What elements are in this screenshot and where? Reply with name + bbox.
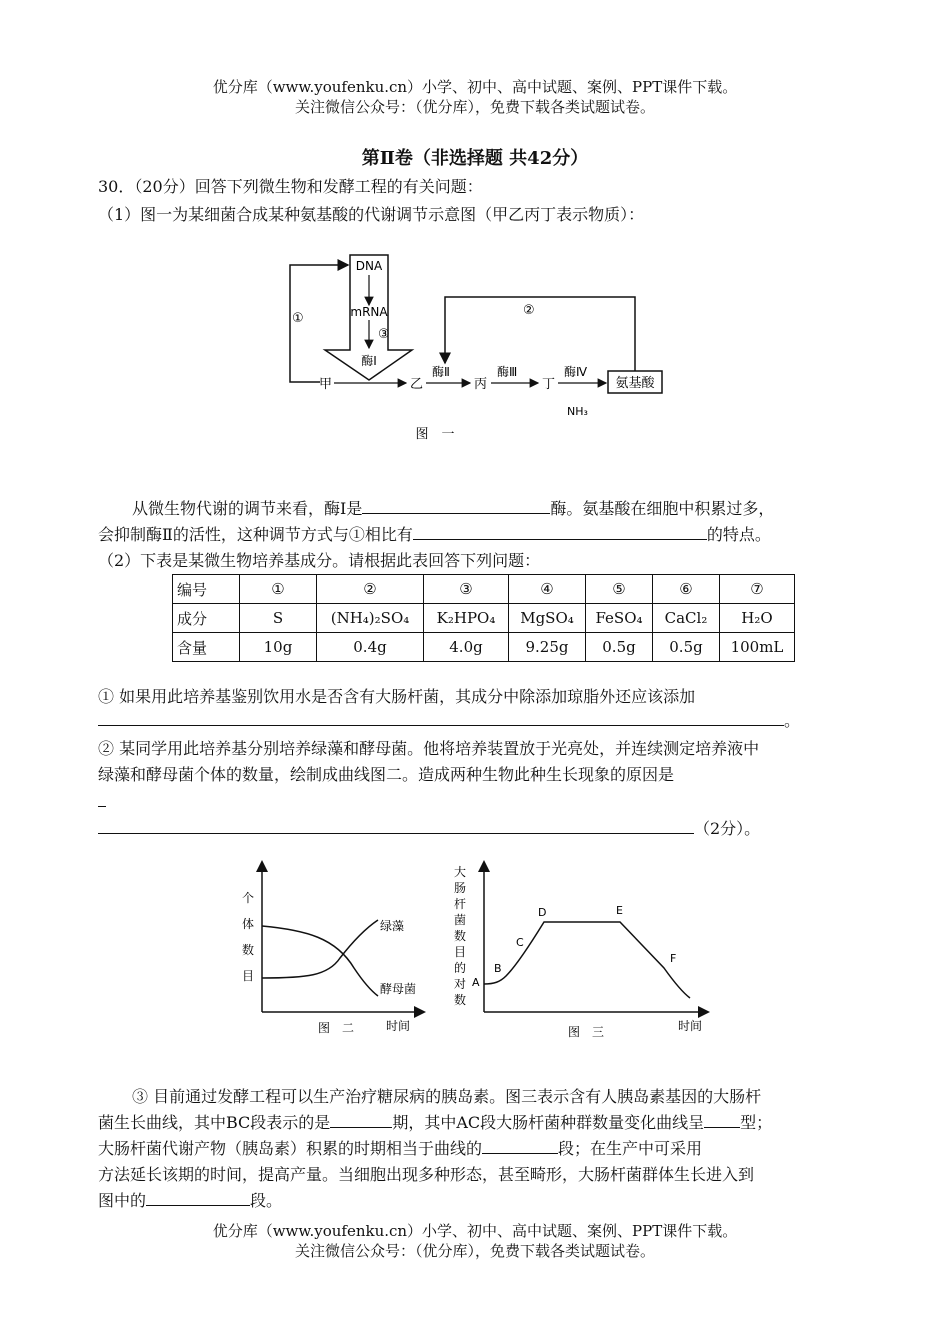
point-e-label: E: [616, 904, 623, 917]
figure-3-ylabel-7: 的: [454, 961, 467, 975]
table-row: 编号 ① ② ③ ④ ⑤ ⑥ ⑦: [173, 575, 795, 604]
dna-label: DNA: [355, 259, 383, 273]
part-2-intro: （2）下表是某微生物培养基成分。请根据此表回答下列问题：: [98, 551, 541, 570]
short-answer-mark: [98, 806, 106, 807]
point-c-label: C: [516, 936, 524, 949]
answer-blank-accumulation-segment[interactable]: [482, 1137, 558, 1154]
nh3-label: NH₃: [567, 405, 588, 418]
green-algae-curve: [262, 926, 378, 996]
substance-ding: 丁: [542, 377, 556, 392]
header-line-1: 优分库（www.youfenku.cn）小学、初中、高中试题、案例、PPT课件下载。: [212, 78, 738, 96]
figure-3-xlabel: 时间: [678, 1019, 703, 1033]
circle-2-label: ②: [523, 303, 535, 318]
point-d-label: D: [538, 906, 547, 919]
sub-question-2-answer-line: （2分）。: [98, 816, 760, 839]
mrna-label: mRNA: [350, 305, 388, 319]
answer-blank-enzyme-type[interactable]: [362, 497, 550, 514]
answer-blank-additive[interactable]: [98, 709, 784, 726]
sub-question-1: ① 如果用此培养基鉴别饮用水是否含有大肠杆菌，其成分中除添加琼脂外还应该添加: [98, 687, 696, 706]
answer-blank-curve-type[interactable]: [704, 1111, 740, 1128]
sub-question-2-line-b: 绿藻和酵母菌个体的数量，绘制成曲线图二。造成两种生物此种生长现象的原因是: [98, 765, 675, 784]
sub-question-3-line-2: 菌生长曲线，其中BC段表示的是 期，其中AC段大肠杆菌种群数量变化曲线呈 型；: [98, 1113, 773, 1132]
substance-yi: 乙: [410, 377, 424, 392]
figure-3-ylabel-2: 肠: [454, 881, 467, 895]
figure-3-chart: [450, 858, 710, 1038]
question-30-stem: 30．（20分）回答下列微生物和发酵工程的有关问题：: [98, 177, 483, 196]
medium-composition-table: [172, 574, 795, 662]
sub-question-3-line-3: 大肠杆菌代谢产物（胰岛素）积累的时期相当于曲线的 段；在生产中可采用: [98, 1139, 703, 1158]
enzyme-1-label: 酶Ⅰ: [361, 354, 377, 368]
enzyme-4-label: 酶Ⅳ: [564, 365, 588, 379]
section-title: 第Ⅱ卷（非选择题 共42分）: [361, 148, 589, 169]
figure-2-xlabel: 时间: [386, 1019, 411, 1033]
sub-question-2-line-a: ② 某同学用此培养基分别培养绿藻和酵母菌。他将培养装置放于光亮处，并连续测定培养液中: [98, 739, 760, 758]
figure-3-ylabel-4: 菌: [454, 913, 467, 927]
table-row: 成分 S (NH₄)₂SO₄ K₂HPO₄ MgSO₄ FeSO₄ CaCl₂ H₂O: [173, 604, 795, 633]
enzyme-3-label: 酶Ⅲ: [497, 365, 518, 379]
sub-question-3-line-5: 图中的 段。: [98, 1191, 283, 1210]
figure-3-caption: 图 三: [568, 1025, 605, 1038]
point-b-label: B: [494, 962, 502, 975]
figure-2-ylabel-1: 个: [242, 891, 255, 905]
part-1-question-a: 从微生物代谢的调节来看，酶Ⅰ是 酶。氨基酸在细胞中积累过多，: [132, 499, 775, 518]
part-1-question-b: 会抑制酶Ⅱ的活性，这种调节方式与①相比有 的特点。: [98, 525, 771, 544]
figure-2-caption: 图 二: [318, 1021, 355, 1035]
answer-blank-growth-reason[interactable]: [98, 817, 694, 834]
sub-question-3-line-4: 方法延长该期的时间，提高产量。当细胞出现多种形态，甚至畸形，大肠杆菌群体生长进入到: [98, 1165, 755, 1184]
amino-acid-label: 氨基酸: [615, 376, 655, 391]
answer-blank-decline-segment[interactable]: [146, 1189, 250, 1206]
figure-2-series-2-label: 酵母菌: [380, 982, 417, 996]
circle-3-label: ③: [378, 327, 390, 342]
figure-2-chart: [236, 858, 426, 1038]
answer-blank-regulation-feature[interactable]: [413, 523, 707, 540]
figure-2-series-1-label: 绿藻: [380, 919, 405, 933]
feedback-loop-2: [445, 297, 635, 371]
figure-3-ylabel-3: 杆: [454, 897, 467, 911]
figure-2-ylabel-3: 数: [242, 943, 255, 957]
figure-3-ylabel-6: 目: [454, 945, 467, 959]
part-1-intro: （1）图一为某细菌合成某种氨基酸的代谢调节示意图（甲乙丙丁表示物质）：: [98, 205, 645, 224]
answer-blank-bc-phase[interactable]: [330, 1111, 392, 1128]
substance-jia: 甲: [319, 377, 333, 392]
figure-3-ylabel-1: 大: [454, 865, 467, 879]
header-line-2: 关注微信公众号：（优分库），免费下载各类试题试卷。: [294, 98, 655, 116]
table-row: 含量 10g 0.4g 4.0g 9.25g 0.5g 0.5g 100mL: [173, 633, 795, 662]
sub-question-3-line-1: ③ 目前通过发酵工程可以生产治疗糖尿病的胰岛素。图三表示含有人胰岛素基因的大肠杆: [132, 1087, 762, 1106]
substance-bing: 丙: [474, 377, 488, 392]
footer-line-2: 关注微信公众号：（优分库），免费下载各类试题试卷。: [294, 1242, 655, 1260]
figure-3-ylabel-9: 数: [454, 993, 467, 1007]
figure-2-ylabel-2: 体: [242, 917, 255, 931]
sub-question-1-answer-line: 。: [98, 708, 800, 731]
circle-1-label: ①: [292, 311, 304, 326]
point-f-label: F: [670, 952, 677, 965]
figure-1-diagram: [280, 250, 680, 450]
figure-3-ylabel-8: 对: [454, 977, 467, 991]
figure-3-ylabel-5: 数: [454, 929, 467, 943]
growth-curve: [484, 922, 690, 998]
point-a-label: A: [472, 976, 480, 989]
footer-line-1: 优分库（www.youfenku.cn）小学、初中、高中试题、案例、PPT课件下载。: [212, 1222, 738, 1240]
enzyme-2-label: 酶Ⅱ: [432, 365, 450, 379]
figure-2-ylabel-4: 目: [242, 969, 255, 983]
figure-1-caption: 图 一: [415, 427, 455, 442]
